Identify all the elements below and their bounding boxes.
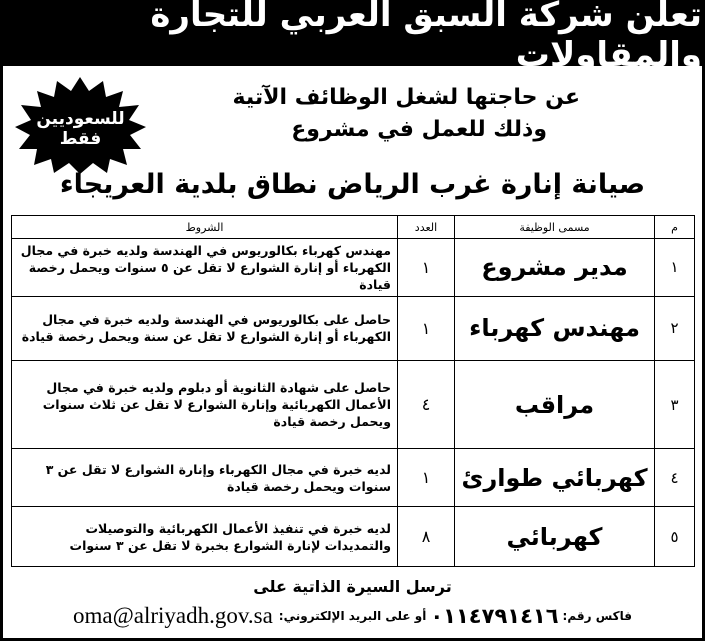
condition-line: الكهرباء أو إنارة الشوارع لا تقل عن سنة ويحمل رخصة قيادة — [21, 329, 391, 345]
table-row — [12, 360, 695, 449]
condition-line: حاصل على بكالوريوس في الهندسة ولديه خبرة في مجال — [42, 312, 391, 328]
badge-label: للسعوديين فقط — [36, 109, 125, 149]
saudis-only-badge — [13, 75, 148, 175]
job-conditions — [12, 296, 398, 360]
job-conditions — [12, 239, 398, 297]
job-count: ٨ — [398, 507, 455, 567]
job-title: كهربائي طوارئ — [455, 449, 655, 507]
contact-line — [3, 601, 702, 631]
job-conditions — [12, 360, 398, 449]
table-header-row — [12, 216, 695, 239]
job-title: مراقب — [455, 360, 655, 449]
table-row — [12, 239, 695, 297]
fax-label: فاكس رقم: — [562, 609, 633, 623]
condition-line: سنوات ويحمل رخصة قيادة — [226, 478, 391, 494]
row-number: ٤ — [655, 449, 695, 507]
job-count: ١ — [398, 239, 455, 297]
condition-line: لديه خبرة في تنفيذ الأعمال الكهربائية والتوصيلات — [85, 520, 391, 536]
company-announcement-title: تعلن شركة السبق العربي للتجارة والمقاولات — [150, 0, 702, 75]
row-number: ٣ — [655, 360, 695, 449]
condition-line: الكهرباء أو إنارة الشوارع لا تقل عن ٥ سنوات ويحمل رخصة قيادة — [28, 259, 391, 292]
condition-line: ويحمل رخصة قيادة — [273, 414, 391, 430]
condition-line: الأعمال الكهربائية وإنارة الشوارع لا تقل عن ثلاث سنوات — [42, 397, 391, 413]
job-conditions — [12, 507, 398, 567]
jobs-table — [11, 215, 695, 567]
table-row — [12, 507, 695, 567]
header-count: العدد — [398, 216, 455, 239]
job-title: كهربائي — [455, 507, 655, 567]
company-header — [3, 0, 702, 75]
job-count: ٤ — [398, 360, 455, 449]
header-number: م — [655, 216, 695, 239]
fax-number: ٠١١٤٧٩١٤١٦ — [430, 604, 559, 628]
row-number: ٥ — [655, 507, 695, 567]
job-conditions — [12, 449, 398, 507]
condition-line: لديه خبرة في مجال الكهرباء وإنارة الشوارع لا تقل عن ٣ — [45, 461, 391, 477]
table-row — [12, 449, 695, 507]
job-title: مهندس كهرباء — [455, 296, 655, 360]
intro-line-2: وذلك للعمل في مشروع — [291, 117, 547, 142]
email-address[interactable]: oma@alriyadh.gov.sa — [72, 603, 273, 628]
job-count: ١ — [398, 296, 455, 360]
header-conditions: الشروط — [12, 216, 398, 239]
table-row — [12, 296, 695, 360]
header-job-title: مسمى الوظيفة — [455, 216, 655, 239]
job-count: ١ — [398, 449, 455, 507]
condition-line: مهندس كهرباء بكالوريوس في الهندسة ولديه خبرة في مجال — [20, 242, 391, 258]
intro-line-1: عن حاجتها لشغل الوظائف الآتية — [232, 85, 580, 110]
row-number: ٢ — [655, 296, 695, 360]
cv-instructions: ترسل السيرة الذاتية على — [253, 577, 452, 596]
row-number: ١ — [655, 239, 695, 297]
project-title: صيانة إنارة غرب الرياض نطاق بلدية العريجاء — [59, 169, 646, 200]
condition-line: حاصل على شهادة الثانوية أو دبلوم ولديه خبرة في مجال — [46, 380, 391, 396]
email-label: أو على البريد الإلكتروني: — [278, 609, 427, 623]
job-title: مدير مشروع — [455, 239, 655, 297]
condition-line: والتمديدات لإنارة الشوارع بخبرة لا تقل عن ٣ سنوات — [69, 537, 391, 553]
